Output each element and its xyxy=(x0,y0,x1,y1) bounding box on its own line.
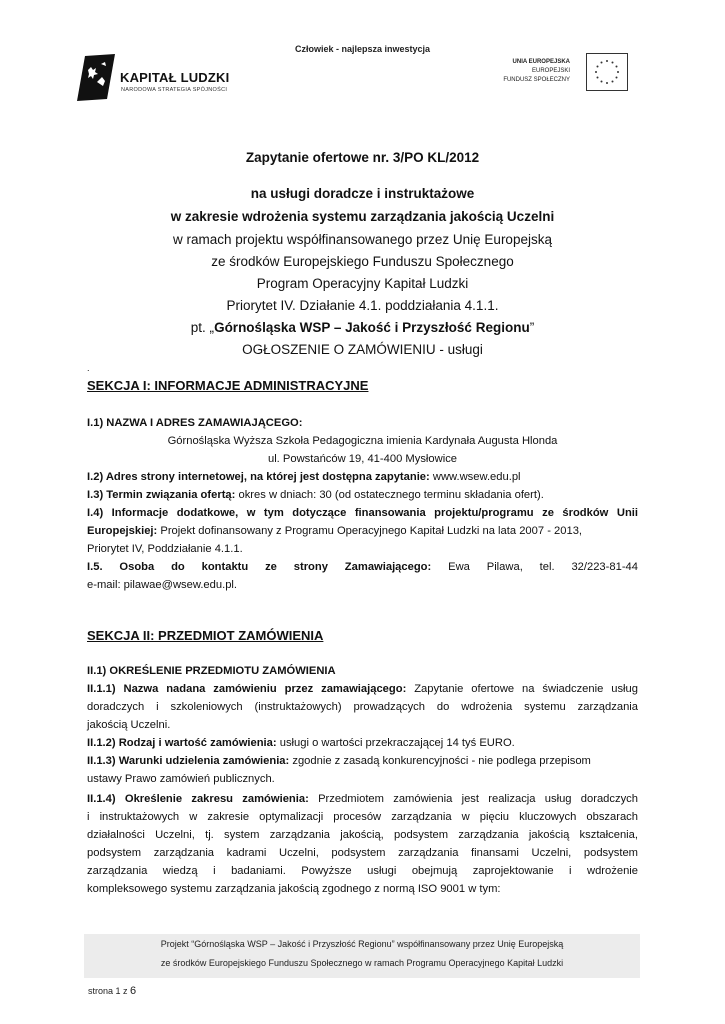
ii12-line xyxy=(87,734,638,752)
i5-label: I.5. Osoba do kontaktu ze strony Zamawiającego: xyxy=(87,561,432,573)
eu-text-line3: FUNDUSZ SPOŁECZNY xyxy=(503,77,570,83)
project-name-suffix: ” xyxy=(529,320,535,335)
ii11-a: Zapytanie ofertowe na świadczenie usług xyxy=(406,683,638,695)
i4-line-1 xyxy=(87,504,638,522)
i2-line xyxy=(87,468,638,486)
ii11-line-2: doradczych i szkoleniowych (instruktażowych) prowadzących do wdrożenia systemu zarządzania xyxy=(87,701,638,713)
ii12-label: II.1.2) Rodzaj i wartość zamówienia: xyxy=(87,737,277,749)
ii14-line-5: zarządzania wiedzą i badaniami. Powyższe usługi obejmują zaprojektowanie i wdrożenie xyxy=(87,865,638,877)
document-title: Zapytanie ofertowe nr. 3/PO KL/2012 xyxy=(245,150,480,165)
i5-line xyxy=(87,558,638,576)
i3-value: okres w dniach: 30 (od ostatecznego terminu składania ofert). xyxy=(235,489,544,501)
title-project-name xyxy=(0,320,725,335)
ii13-line-2: ustawy Prawo zamówień publicznych. xyxy=(87,773,275,785)
ii11-line-3: jakością Uczelni. xyxy=(87,719,171,731)
i4-label-b: Europejskiej: xyxy=(87,525,158,537)
ii11-line-1 xyxy=(87,680,638,698)
title-line-5: ze środków Europejskiego Funduszu Społecznego xyxy=(211,254,514,269)
page-number xyxy=(88,985,136,997)
i2-label: I.2) Adres strony internetowej, na której jest dostępna zapytanie: xyxy=(87,471,430,483)
i4-line-2 xyxy=(87,522,638,540)
i1-label xyxy=(87,414,638,432)
eu-text-line1: UNIA EUROPEJSKA xyxy=(512,59,570,65)
project-name: Górnośląska WSP – Jakość i Przyszłość Regionu xyxy=(214,320,530,335)
kapital-ludzki-logo-icon xyxy=(75,52,119,102)
ii11-label: II.1.1) Nazwa nadana zamówieniu przez zamawiającego: xyxy=(87,683,407,695)
i3-label: I.3) Termin związania ofertą: xyxy=(87,489,236,501)
i2-value: www.wsew.edu.pl xyxy=(429,471,521,483)
footer-line-2: ze środków Europejskiego Funduszu Społecznego w ramach Programu Operacyjnego Kapitał Ludzki xyxy=(160,958,564,968)
ii14-line-2: i instruktażowych w zakresie optymalizacji procesów zarządzania w pięciu kluczowych obszarach xyxy=(87,811,638,823)
ii1-label-text: II.1) OKREŚLENIE PRZEDMIOTU ZAMÓWIENIA xyxy=(87,665,336,677)
dot-marker: . xyxy=(87,363,90,373)
page-total: 6 xyxy=(130,985,137,997)
i4-line-3: Priorytet IV, Poddziałanie 4.1.1. xyxy=(87,543,243,555)
ii13-line-1 xyxy=(87,752,638,770)
i1-address: ul. Powstańców 19, 41-400 Mysłowice xyxy=(267,453,458,465)
title-line-6: Program Operacyjny Kapitał Ludzki xyxy=(256,276,469,291)
ii14-label: II.1.4) Określenie zakresu zamówienia: xyxy=(87,793,309,805)
title-line-7: Priorytet IV. Działanie 4.1. poddziałania 4.1.1. xyxy=(226,298,499,313)
ii14-line-6: kompleksowego systemu zarządzania jakością zgodnego z normą ISO 9001 w tym: xyxy=(87,883,501,895)
i3-line xyxy=(87,486,638,504)
i5-email: e-mail: pilawae@wsew.edu.pl. xyxy=(87,579,238,591)
ii14-line-1 xyxy=(87,790,638,808)
ii13-a: zgodnie z zasadą konkurencyjności - nie podlega przepisom xyxy=(289,755,591,767)
ii14-line-3: działalności Uczelni, tj. system zarządzania jakością, podsystem zarządzania jakością kształcenia, xyxy=(87,829,638,841)
ii14-a: Przedmiotem zamówienia jest realizacja usług doradczych xyxy=(308,793,638,805)
i5-value: Ewa Pilawa, tel. 32/223-81-44 xyxy=(431,561,638,573)
i1-label-text: I.1) NAZWA I ADRES ZAMAWIAJĄCEGO: xyxy=(87,417,303,429)
eu-text-line2: EUROPEJSKI xyxy=(531,68,570,74)
page-prefix: strona 1 z xyxy=(88,986,131,996)
logo-name: KAPITAŁ LUDZKI xyxy=(120,70,230,85)
title-line-4: w ramach projektu współfinansowanego przez Unię Europejską xyxy=(173,232,552,247)
i4-value-b: Projekt dofinansowany z Programu Operacyjnego Kapitał Ludzki na lata 2007 - 2013, xyxy=(157,525,583,537)
i4-label-a: I.4) Informacje dodatkowe, w tym dotyczące finansowania projektu/programu ze środków Unii xyxy=(87,507,638,519)
logo-subtitle: NARODOWA STRATEGIA SPÓJNOŚCI xyxy=(121,87,228,93)
section2-heading: SEKCJA II: PRZEDMIOT ZAMÓWIENIA xyxy=(87,628,324,643)
ii12-value: usługi o wartości przekraczającej 14 tyś EURO. xyxy=(276,737,515,749)
title-subject-2: w zakresie wdrożenia systemu zarządzania jakością Uczelni xyxy=(170,209,555,224)
footer-line-1: Projekt “Górnośląska WSP – Jakość i Przyszłość Regionu” współfinansowany przez Unię Europejską xyxy=(160,939,564,949)
title-subject-1: na usługi doradcze i instruktażowe xyxy=(250,186,475,201)
ii1-label xyxy=(87,662,638,680)
eu-logo-text xyxy=(460,58,570,85)
project-name-prefix: pt. „ xyxy=(190,320,215,335)
title-announcement: OGŁOSZENIE O ZAMÓWIENIU - usługi xyxy=(242,342,483,357)
ii13-label: II.1.3) Warunki udzielenia zamówienia: xyxy=(87,755,290,767)
ii14-line-4: podsystem zarządzania kadrami Uczelni, podsystem zarządzania finansami Uczelni, podsystem xyxy=(87,847,638,859)
eu-flag-icon xyxy=(586,53,628,91)
i1-name: Górnośląska Wyższa Szkoła Pedagogiczna imienia Kardynała Augusta Hlonda xyxy=(167,435,558,447)
section1-heading: SEKCJA I: INFORMACJE ADMINISTRACYJNE xyxy=(87,378,369,393)
header-tagline: Człowiek - najlepsza inwestycja xyxy=(294,44,431,54)
